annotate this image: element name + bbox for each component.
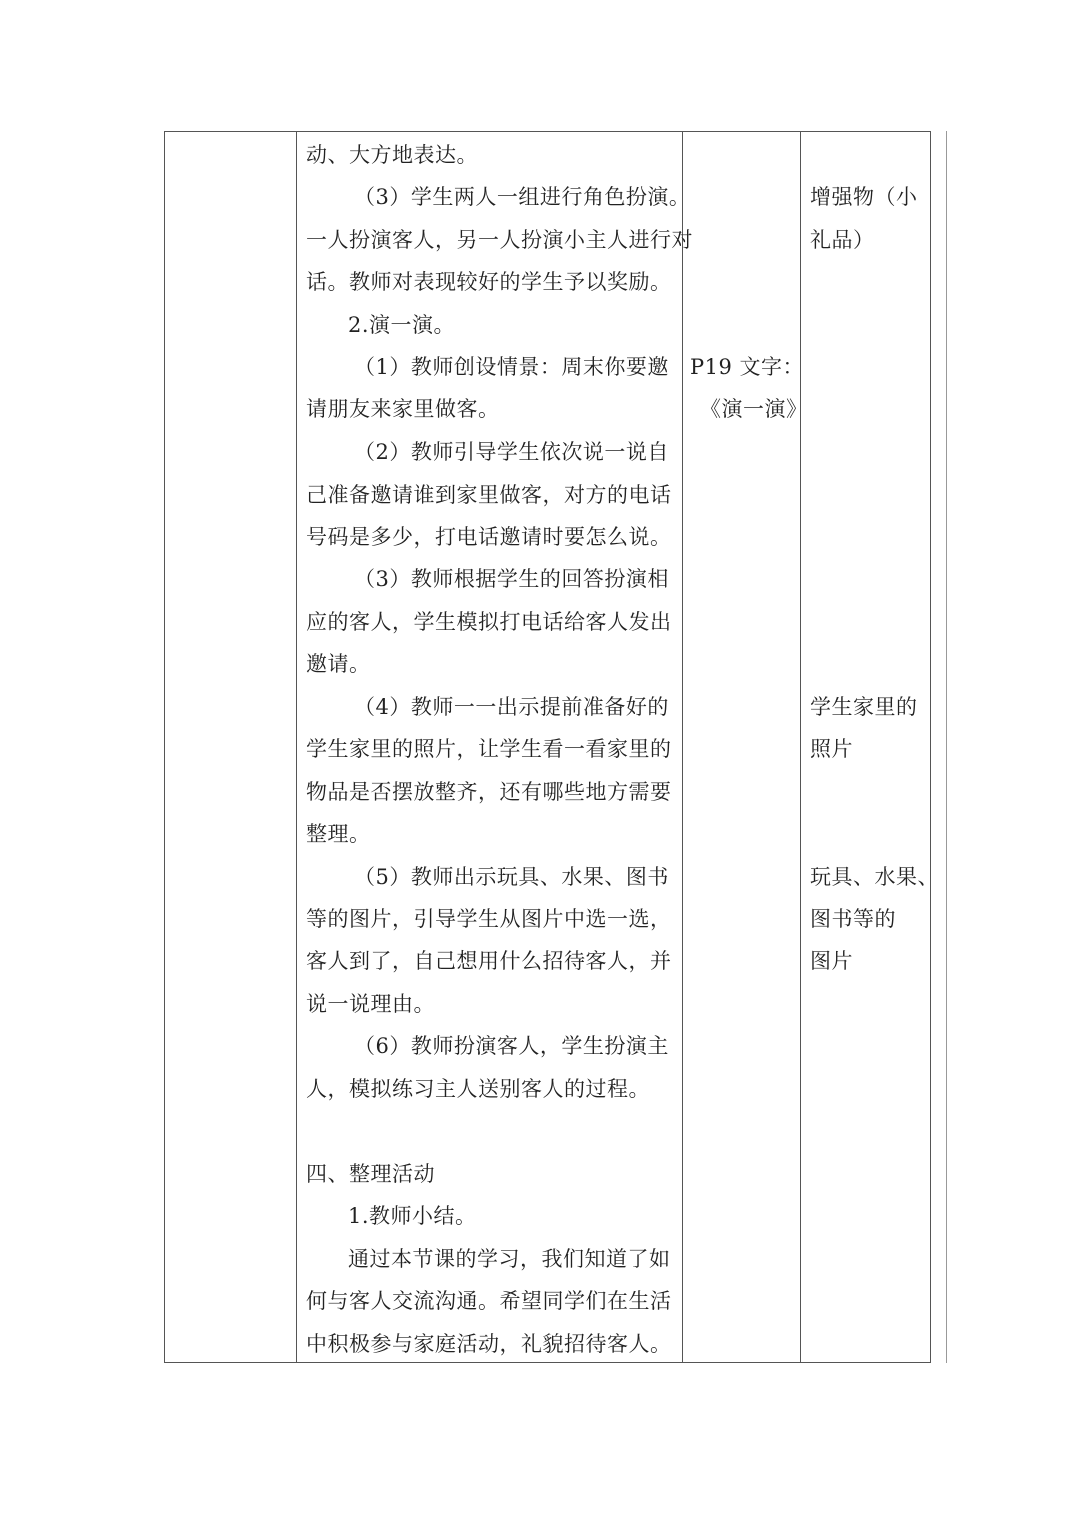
resource-line: 照片	[810, 737, 853, 761]
resource-line: 图片	[810, 949, 853, 973]
table-bottom-border	[164, 1362, 931, 1363]
activity-line: 客人到了，自己想用什么招待客人，并	[306, 949, 672, 973]
activity-line: （3）学生两人一组进行角色扮演。	[354, 185, 691, 209]
column-divider-1	[296, 131, 297, 1363]
activity-line: 物品是否摆放整齐，还有哪些地方需要	[306, 780, 672, 804]
activity-line: （6）教师扮演客人，学生扮演主	[354, 1034, 669, 1058]
resource-line: 玩具、水果、	[810, 865, 939, 889]
activity-line: 学生家里的照片，让学生看一看家里的	[306, 737, 672, 761]
section-heading: 四、整理活动	[306, 1162, 435, 1186]
resource-line: 学生家里的	[810, 695, 918, 719]
activity-line: 话。教师对表现较好的学生予以奖励。	[306, 270, 672, 294]
activity-line: 人，模拟练习主人送别客人的过程。	[306, 1077, 650, 1101]
activity-line: 说一说理由。	[306, 992, 435, 1016]
resource-line: 图书等的	[810, 907, 896, 931]
table-left-border	[164, 131, 165, 1363]
activity-line: 己准备邀请谁到家里做客，对方的电话	[306, 483, 672, 507]
textbook-line: P19 文字：	[690, 355, 805, 379]
column-divider-2	[682, 131, 683, 1363]
page-edge-line	[946, 131, 947, 1363]
activity-line: 何与客人交流沟通。希望同学们在生活	[306, 1289, 672, 1313]
activity-line: 应的客人，学生模拟打电话给客人发出	[306, 610, 672, 634]
activity-line: 通过本节课的学习，我们知道了如	[348, 1247, 671, 1271]
activity-line: 一人扮演客人，另一人扮演小主人进行对	[306, 228, 693, 252]
activity-line: （3）教师根据学生的回答扮演相	[354, 567, 669, 591]
activity-line: 2.演一演。	[348, 313, 456, 337]
activity-line: 号码是多少，打电话邀请时要怎么说。	[306, 525, 672, 549]
column-divider-3	[800, 131, 801, 1363]
activity-line: 整理。	[306, 822, 371, 846]
activity-line: （1）教师创设情景：周末你要邀	[354, 355, 669, 379]
activity-line: 中积极参与家庭活动，礼貌招待客人。	[306, 1332, 672, 1356]
resource-line: 增强物（小	[810, 185, 918, 209]
table-right-border	[930, 131, 931, 1363]
activity-line: 1.教师小结。	[348, 1204, 477, 1228]
table-top-border	[164, 131, 931, 132]
activity-line: 动、大方地表达。	[306, 143, 478, 167]
activity-line: 邀请。	[306, 652, 371, 676]
textbook-line: 《演一演》	[700, 397, 808, 421]
resource-line: 礼品）	[810, 228, 875, 252]
activity-line: （2）教师引导学生依次说一说自	[354, 440, 669, 464]
activity-line: 等的图片，引导学生从图片中选一选，	[306, 907, 672, 931]
activity-line: （4）教师一一出示提前准备好的	[354, 695, 669, 719]
activity-line: （5）教师出示玩具、水果、图书	[354, 865, 669, 889]
activity-line: 请朋友来家里做客。	[306, 397, 500, 421]
